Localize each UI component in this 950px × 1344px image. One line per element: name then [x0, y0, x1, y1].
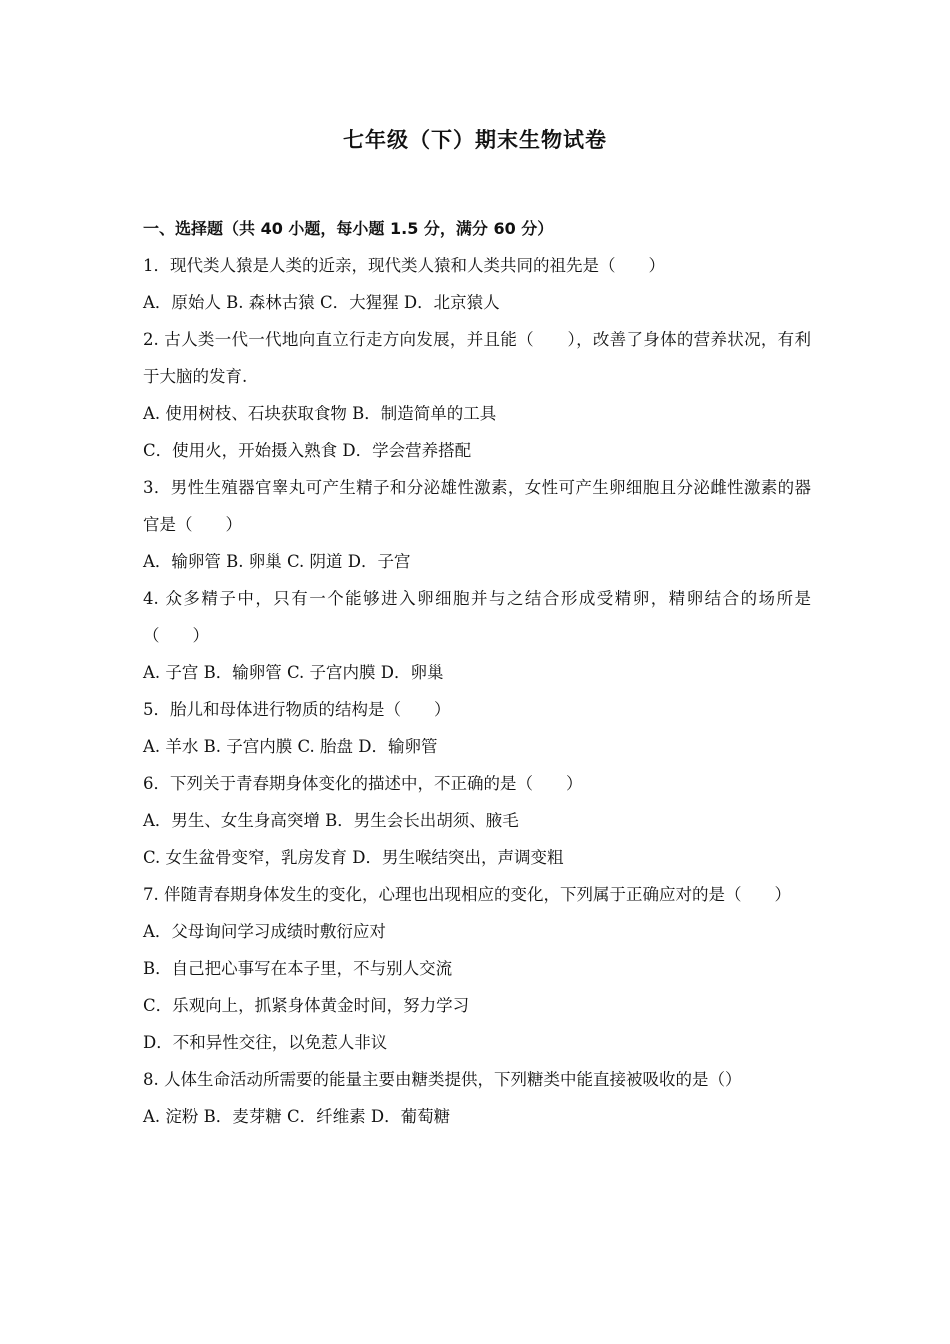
answer-options: A．输卵管 B. 卵巢 C. 阴道 D．子宫 — [143, 552, 411, 571]
question-stem: 8. 人体生命活动所需要的能量主要由糖类提供，下列糖类中能直接被吸收的是（） — [143, 1070, 742, 1089]
answer-options: A．男生、女生身高突增 B．男生会长出胡须、腋毛 — [143, 811, 519, 830]
section-heading: 一、选择题（共 40 小题，每小题 1.5 分，满分 60 分） — [143, 219, 554, 238]
question-stem: 5．胎儿和母体进行物质的结构是（ ） — [143, 700, 451, 719]
question-stem: 3．男性生殖器官睾丸可产生精子和分泌雄性激素，女性可产生卵细胞且分泌雌性激素的器官是（ ） — [143, 478, 811, 534]
answer-options: A．原始人 B. 森林古猿 C．大猩猩 D．北京猿人 — [143, 293, 500, 312]
page-title: 七年级（下）期末生物试卷 — [343, 128, 607, 152]
question-stem: 4. 众多精子中，只有一个能够进入卵细胞并与之结合形成受精卵，精卵结合的场所是（ ） — [143, 589, 811, 645]
answer-options: C. 女生盆骨变窄，乳房发育 D．男生喉结突出，声调变粗 — [143, 848, 564, 867]
answer-options: B．自己把心事写在本子里，不与别人交流 — [143, 959, 453, 978]
answer-options: C．乐观向上，抓紧身体黄金时间，努力学习 — [143, 996, 470, 1015]
question-stem: 7. 伴随青春期身体发生的变化，心理也出现相应的变化，下列属于正确应对的是（ ） — [143, 885, 791, 904]
question-stem: 6．下列关于青春期身体变化的描述中，不正确的是（ ） — [143, 774, 583, 793]
question-stem: 2. 古人类一代一代地向直立行走方向发展，并且能（ ），改善了身体的营养状况，有利于大脑的发育. — [143, 330, 811, 386]
answer-options: D．不和异性交往，以免惹人非议 — [143, 1033, 388, 1052]
answer-options: A. 淀粉 B．麦芽糖 C．纤维素 D．葡萄糖 — [143, 1107, 451, 1126]
answer-options: C．使用火，开始摄入熟食 D．学会营养搭配 — [143, 441, 472, 460]
question-stem: 1．现代类人猿是人类的近亲，现代类人猿和人类共同的祖先是（ ） — [143, 256, 665, 275]
question-list — [143, 210, 811, 1135]
answer-options: A．父母询问学习成绩时敷衍应对 — [143, 922, 386, 941]
answer-options: A. 子宫 B．输卵管 C. 子宫内膜 D．卵巢 — [143, 663, 444, 682]
answer-options: A. 使用树枝、石块获取食物 B．制造简单的工具 — [143, 404, 497, 423]
answer-options: A. 羊水 B. 子宫内膜 C. 胎盘 D．输卵管 — [143, 737, 438, 756]
